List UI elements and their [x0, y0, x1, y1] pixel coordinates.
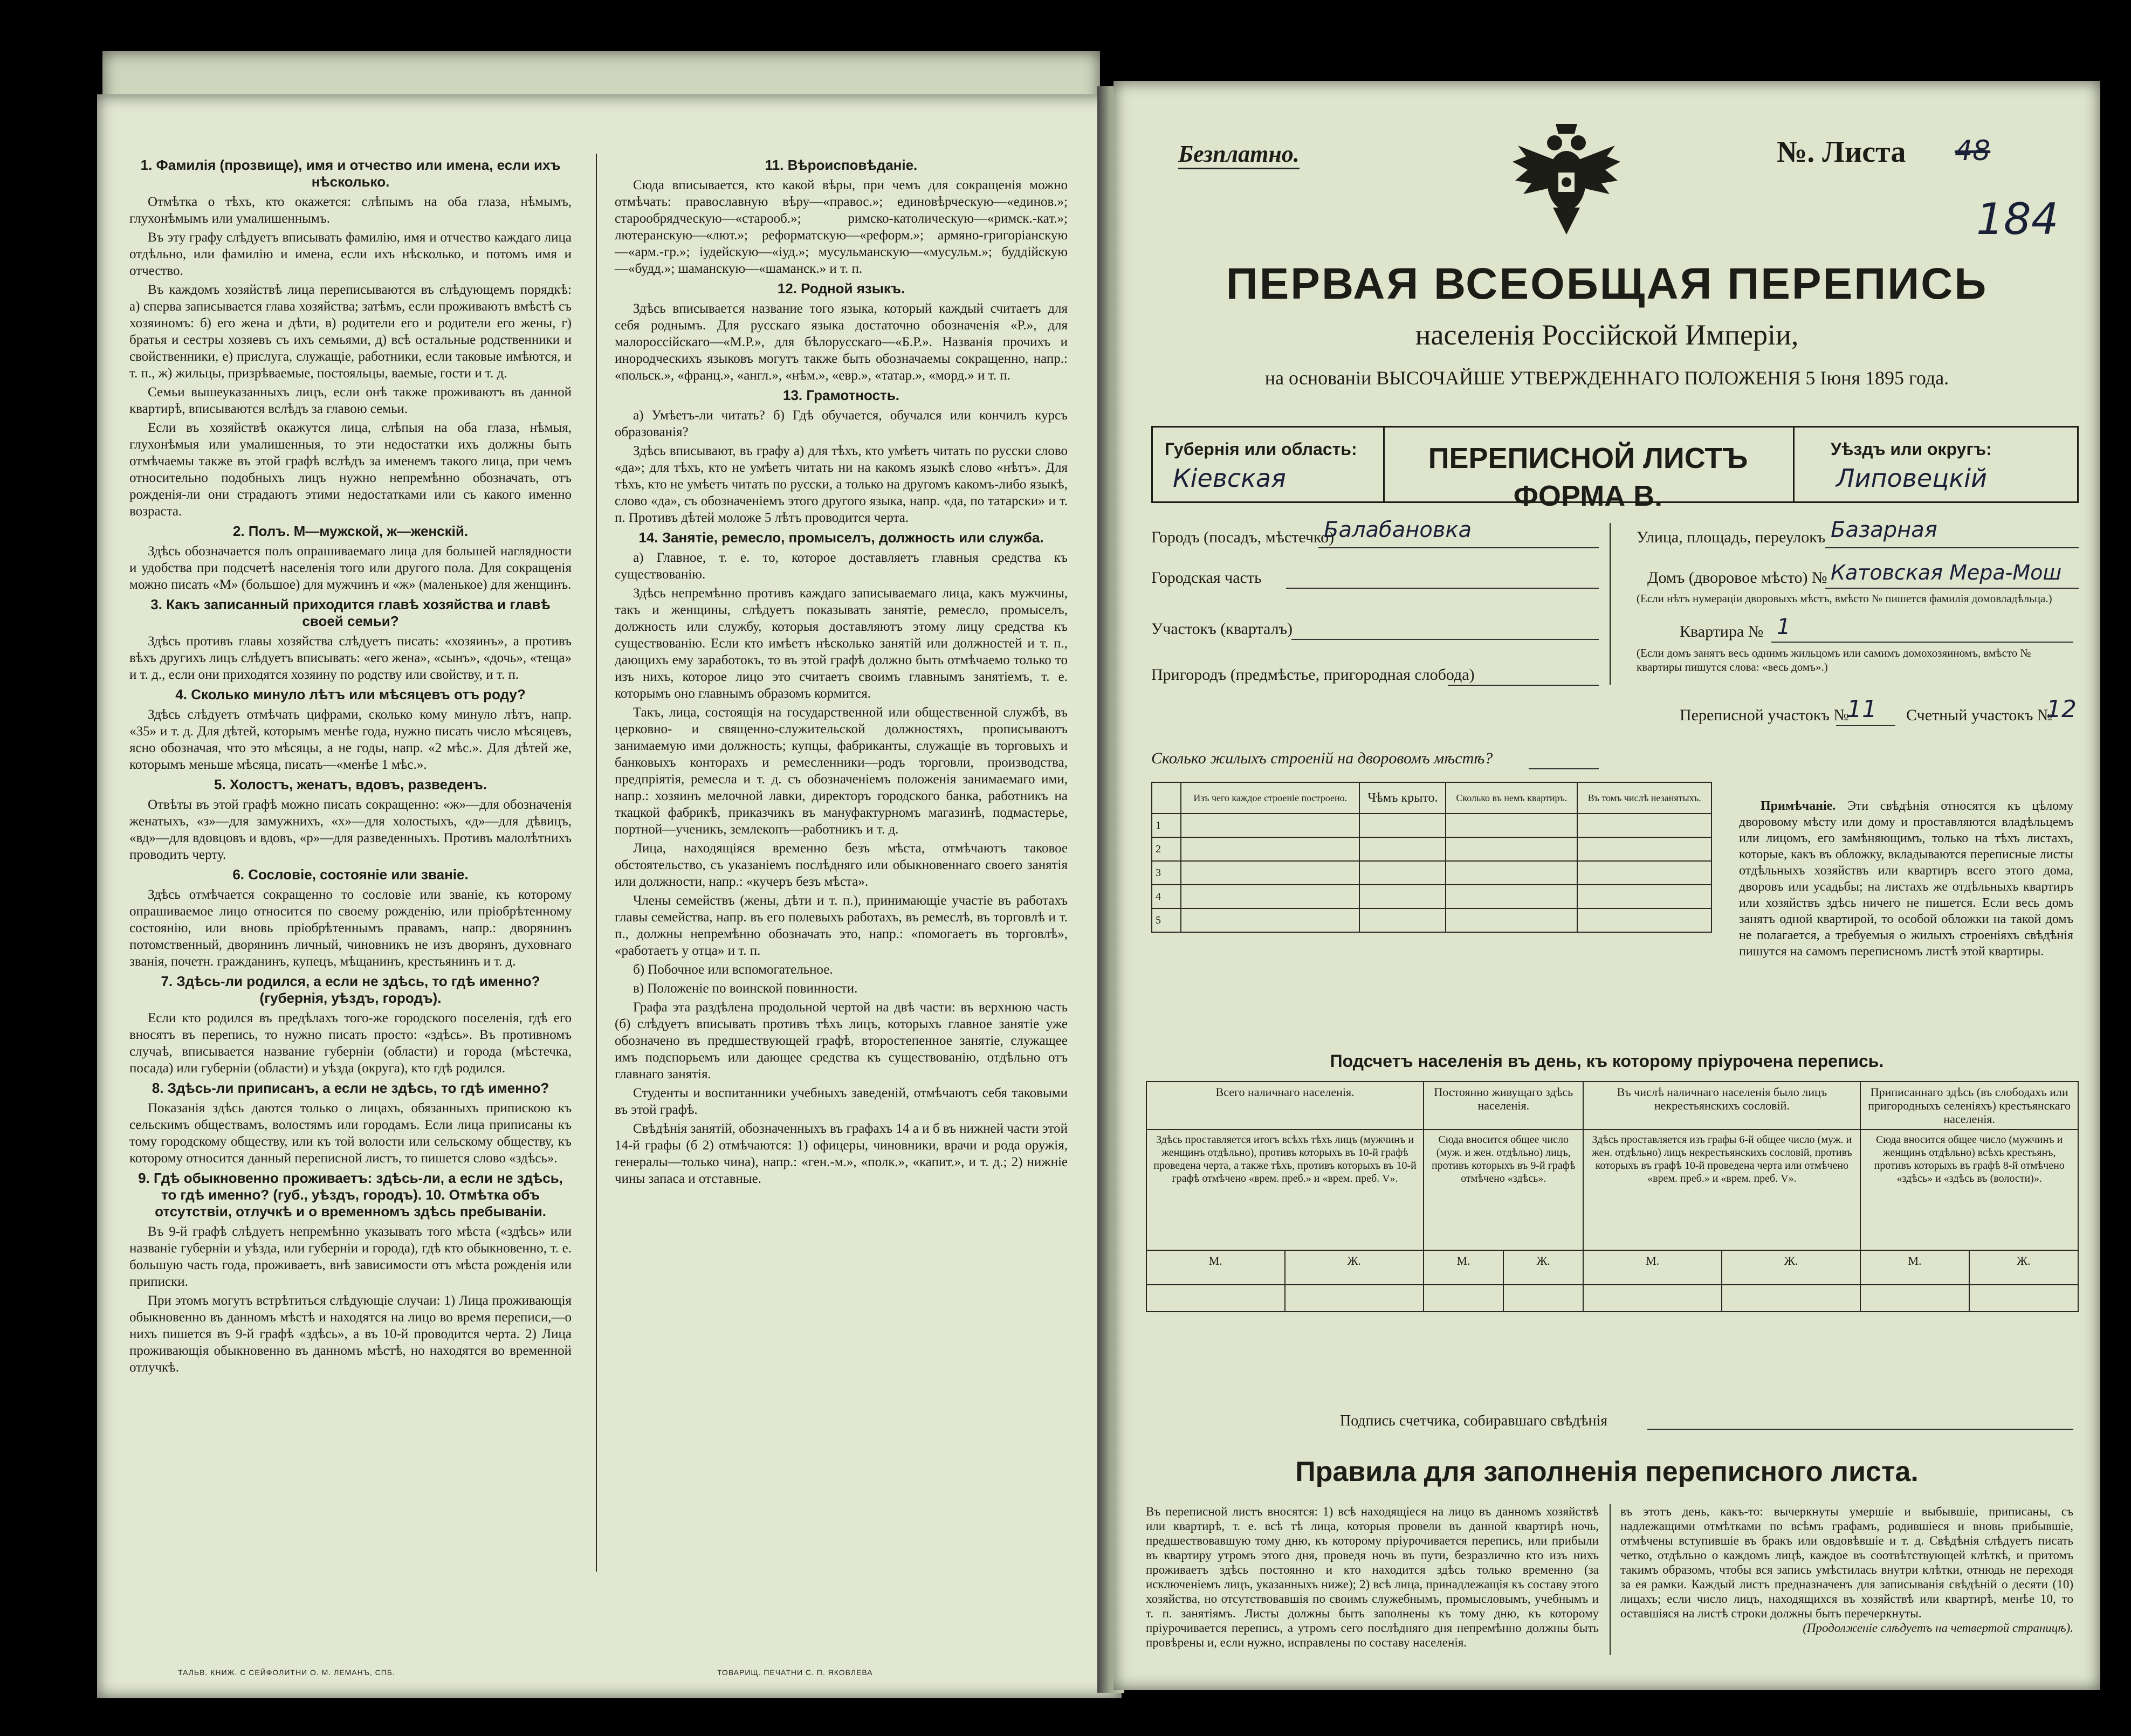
- buildings-cell[interactable]: [1577, 908, 1711, 932]
- street-line: [1825, 547, 2079, 548]
- section-label: Участокъ (кварталъ): [1151, 620, 1293, 638]
- male-label: М.: [1146, 1250, 1285, 1285]
- count-body-permanent: Сюда вносится общее число (муж. и жен. отдѣльно) лицъ, противъ которыхъ въ 9-й графѣ отмѣчено «здѣсь».: [1424, 1129, 1583, 1250]
- col2-paragraph: в) Положеніе по воинской повинности.: [633, 981, 858, 996]
- buildings-row-num: 2: [1152, 837, 1181, 861]
- female-label: Ж.: [1722, 1250, 1860, 1285]
- buildings-header-vacant: Въ томъ числѣ незанятыхъ.: [1577, 782, 1711, 814]
- col1-paragraph: Въ эту графу слѣдуетъ вписывать фамилію, имя и отчество каждаго лица отдѣльно, или фамилію и имена, если ихъ нѣсколько, и потомъ имя и отчество.: [129, 230, 572, 278]
- sheet-number-handwritten: 184: [1976, 194, 2059, 244]
- col1-paragraph: Здѣсь отмѣчается сокращенно то сословіе или званіе, къ которому опрашиваемое лицо относится по своему рожденію, или пріобрѣтенному состоянію, или вновь пріобрѣтеннымъ правамъ, напр.: дворянинъ потомственный, дворянинъ личный, чиновникъ не изъ дворянъ, духовнаго званія, почетн. гражданинъ, купецъ, мѣщанинъ, крестьянинъ и т. д.: [129, 887, 572, 969]
- apartment-label: Квартира №: [1680, 623, 1764, 640]
- col1-heading: 9. Гдѣ обыкновенно проживаетъ: здѣсь-ли, а если не здѣсь, то гдѣ именно? (губ., уѣздъ, городъ). 10. Отмѣтка объ отсутствіи, отлучкѣ и о временномъ здѣсь пребываніи.: [138, 1170, 563, 1220]
- buildings-header-apartments: Сколько въ немъ квартиръ.: [1446, 782, 1577, 814]
- gubernia-value[interactable]: Кіевская: [1173, 464, 1286, 493]
- col2-paragraph: б) Побочное или вспомогательное.: [633, 962, 833, 977]
- header-box-div-2: [1793, 426, 1795, 503]
- left-page: [97, 94, 1122, 1698]
- col1-heading: 4. Сколько минуло лѣтъ или мѣсяцевъ отъ роду?: [175, 686, 526, 702]
- buildings-row-num: 3: [1152, 861, 1181, 885]
- count-header-nonpeasant: Въ числѣ наличнаго населенія было лицъ некрестьянскихъ сословій.: [1583, 1081, 1860, 1129]
- col2-paragraph: Графа эта раздѣлена продольной чертой на двѣ части: въ верхнюю часть (б) слѣдуетъ вписывать противъ тѣхъ лицъ, которыхъ главное занятіе уже обозначено въ предшествующей графѣ, второстепенное занятіе, служащее имъ подспорьемъ или дающее средства къ существованію, отдѣльно отъ главнаго занятія.: [615, 1000, 1068, 1081]
- buildings-cell[interactable]: [1446, 861, 1577, 885]
- col2-heading: 14. Занятіе, ремесло, промыселъ, должность или служба.: [638, 529, 1044, 546]
- printer-imprint-left: ТАЛЬВ. КНИЖ. С СЕЙФОЛИТНИ О. М. ЛЕМАНЪ, СПБ.: [178, 1668, 395, 1677]
- buildings-header-roof: Чѣмъ крыто.: [1359, 782, 1446, 814]
- gubernia-label: Губернія или область:: [1165, 439, 1357, 459]
- buildings-cell[interactable]: [1359, 908, 1446, 932]
- street-label: Улица, площадь, переулокъ: [1637, 528, 1826, 546]
- count-cell[interactable]: [1146, 1285, 1285, 1312]
- col1-paragraph: Если въ хозяйствѣ окажутся лица, слѣпыя на оба глаза, нѣмыя, глухонѣмыя или умалишенныя, то эти недостатки ихъ должны быть отмѣчаемы также въ этой графѣ вслѣдъ за именемъ такого лица, при чемъ относительно подобныхъ лицъ нужно непремѣнно обозначать, отъ рожденія-ли они страдаютъ этими недостатками или съ какого именно возраста.: [129, 421, 572, 519]
- col1-heading: 8. Здѣсь-ли приписанъ, а если не здѣсь, то гдѣ именно?: [152, 1080, 549, 1096]
- buildings-cell[interactable]: [1446, 908, 1577, 932]
- count-cell[interactable]: [1860, 1285, 1969, 1312]
- buildings-cell[interactable]: [1577, 814, 1711, 837]
- street-value[interactable]: Базарная: [1831, 518, 1937, 542]
- col1-heading: 6. Сословіе, состояніе или званіе.: [232, 866, 469, 883]
- town-line: [1318, 547, 1599, 548]
- col1-paragraph: Здѣсь обозначается полъ опрашиваемаго лица для большей наглядности и удобства при подсчетѣ населенія того или другого пола. Для сокращенія можно писать «М» (большое) для мужчинъ и «ж» (маленькое) для женщинъ.: [129, 544, 572, 592]
- sheet-number-crossed-handwritten: 48: [1955, 135, 1991, 167]
- form-title-line-1: ПЕРЕПИСНОЙ ЛИСТЪ: [1428, 442, 1748, 474]
- col2-paragraph: Студенты и воспитанники учебныхъ заведеній, отмѣчаютъ себя таковыми въ этой графѣ.: [615, 1086, 1068, 1117]
- col1-heading: 3. Какъ записанный приходится главѣ хозяйства и главѣ своей семьи?: [150, 596, 551, 629]
- buildings-cell[interactable]: [1181, 885, 1359, 908]
- count-header-permanent: Постоянно живущаго здѣсь населенія.: [1424, 1081, 1583, 1129]
- form-title-line-2: ФОРМА В.: [1513, 480, 1663, 512]
- rules-continued: (Продолженіе слѣдуетъ на четвертой страницѣ).: [1803, 1621, 2073, 1635]
- census-title: ПЕРВАЯ ВСЕОБЩАЯ ПЕРЕПИСЬ: [1226, 259, 1988, 308]
- form-title: [1383, 439, 1793, 515]
- rules-divider: [1610, 1504, 1611, 1655]
- col1-heading: 1. Фамилія (прозвище), имя и отчество или имена, если ихъ нѣсколько.: [140, 157, 561, 190]
- note-text: Эти свѣдѣнія относятся къ цѣлому дворовому мѣсту или дому и проставляются владѣльцемъ или лицомъ, его замѣняющимъ, только на тѣхъ листахъ, которые, какъ въ обложку, вкладываются переписные листы отдѣльныхъ хозяйствъ или квартиръ всего этого дома, дворовъ или усадьбы; на листахъ же отдѣльныхъ квартиръ или хозяйствъ здѣсь ничего не пишется. Если весь домъ занятъ одной квартирой, то особой обложки на такой домъ не полагается, а требуемыя о жилыхъ строеніяхъ свѣдѣнія пишутся на самомъ переписномъ листѣ этой квартиры.: [1739, 799, 2074, 959]
- count-cell[interactable]: [1969, 1285, 2078, 1312]
- col1-paragraph: При этомъ могутъ встрѣтиться слѣдующіе случаи: 1) Лица проживающія обыкновенно въ данномъ мѣстѣ и находятся на лицо во время переписи,—о нихъ пишется въ 9-й графѣ «здѣсь», а въ 10-й проводится черта. 2) Лица проживающія обыкновенно въ данномъ мѣстѣ, но находятся во временной отлучкѣ.: [129, 1293, 572, 1375]
- buildings-cell[interactable]: [1577, 885, 1711, 908]
- column-divider: [596, 154, 597, 1572]
- header-box-top: [1151, 426, 2079, 428]
- buildings-cell[interactable]: [1359, 837, 1446, 861]
- buildings-line: [1529, 768, 1599, 769]
- col2-paragraph: Такъ, лица, состоящія на государственной или общественной службѣ, въ церковно- и священно-служительской должностяхъ, прописываютъ занимаемую ими должность; купцы, фабриканты, служащіе въ торговыхъ и банковыхъ конторахъ и ремесленники—родъ торговли, производства, предпріятія, ремесла и т. д. съ обозначеніемъ положенія занимаемаго ими, напр.: хозяинъ мелочной лавки, директоръ городского банка, работникъ на ткацкой фабрикѣ, приказчикъ въ мануфактурномъ магазинѣ, подмастерье, портной—ученикъ, землекопъ—работникъ и т. д.: [615, 705, 1068, 837]
- buildings-cell[interactable]: [1446, 885, 1577, 908]
- buildings-row-num: 5: [1152, 908, 1181, 932]
- col2-heading: 11. Вѣроисповѣданіе.: [765, 157, 918, 173]
- col1-paragraph: Семьи вышеуказанныхъ лицъ, если онѣ также проживаютъ въ данной квартирѣ, вписываются вслѣдъ за главою семьи.: [129, 385, 572, 416]
- col1-heading: 7. Здѣсь-ли родился, а если не здѣсь, то гдѣ именно? (губернія, уѣздъ, городъ).: [161, 973, 540, 1006]
- female-label: Ж.: [1285, 1250, 1424, 1285]
- house-value[interactable]: Катовская Мера-Мош: [1831, 561, 2062, 584]
- col1-paragraph: Здѣсь противъ главы хозяйства слѣдуетъ писать: «хозяинъ», а противъ вѣхъ другихъ лицъ слѣдуетъ вписывать: «его жена», «сынъ», «дочь», «теща» и т. д., если они приходятся хозяину по родству или свойству, и т. п.: [129, 634, 572, 682]
- count-header-present: Всего наличнаго населенія.: [1146, 1081, 1424, 1129]
- census-subtitle: населенія Россійской Имперіи,: [1415, 319, 1799, 351]
- count-cell[interactable]: [1583, 1285, 1721, 1312]
- buildings-cell[interactable]: [1181, 814, 1359, 837]
- sheet-number-label: №. Листа: [1777, 135, 1906, 169]
- col2-paragraph: Здѣсь вписывают, въ графу а) для тѣхъ, кто умѣетъ читать по русски слово «да»; для тѣхъ, кто не умѣетъ читать ни на какомъ языкѣ слово «нѣтъ». Для тѣхъ, кто не умѣетъ читать по русски, а только на другомъ какомъ-либо языкѣ, слово «да», съ обозначеніемъ этого другого языка, напр. «да, по татарски» и т. п. Противъ дѣтей моложе 5 лѣтъ проводится черта.: [615, 444, 1068, 525]
- col2-paragraph: Свѣдѣнія занятій, обозначенныхъ въ графахъ 14 а и б въ нижней части этой 14-й графы (б 2) отмѣчаются: 1) офицеры, чиновники, врачи и рода оружія, генералы—только чина), напр.: «ген.-м.», «полк.», «капит.», и т. д.; 2) нижніе чины запаса и отставные.: [615, 1121, 1068, 1186]
- buildings-header-material: Изъ чего каждое строеніе построено.: [1181, 782, 1359, 814]
- suburb-line: [1448, 685, 1599, 686]
- buildings-table: [1151, 782, 1712, 933]
- col2-paragraph: а) Главное, т. е. то, которое доставляетъ главныя средства къ существованію.: [615, 550, 1068, 582]
- population-count-table: [1146, 1081, 2079, 1312]
- female-label: Ж.: [1969, 1250, 2078, 1285]
- count-cell[interactable]: [1424, 1285, 1503, 1312]
- col1-paragraph: Показанія здѣсь даются только о лицахъ, обязанныхъ припискою къ сельскимъ обществамъ, волостямъ или городамъ. Если лица приписаны къ тому городскому обществу, или къ той волости или сельскому обществу, къ которому относится данный переписной листъ, то пишется слово «здѣсь».: [129, 1101, 572, 1166]
- left-instructions-column-2: [615, 154, 1068, 1189]
- signature-line[interactable]: [1647, 1429, 2073, 1430]
- buildings-row-num: 1: [1152, 814, 1181, 837]
- census-district-line: [1836, 725, 1895, 726]
- buildings-cell[interactable]: [1181, 861, 1359, 885]
- count-cell[interactable]: [1722, 1285, 1860, 1312]
- buildings-cell[interactable]: [1359, 861, 1446, 885]
- header-box-left: [1151, 426, 1153, 503]
- house-label: Домъ (дворовое мѣсто) №: [1647, 569, 1827, 587]
- buildings-cell[interactable]: [1181, 908, 1359, 932]
- rules-text-right-block: [1620, 1504, 2073, 1635]
- header-box-right: [2077, 426, 2079, 503]
- rules-text-left: Въ переписной листъ вносятся: 1) всѣ находящіеся на лицо въ данномъ хозяйствѣ или квартирѣ, т. е. всѣ тѣ лица, которыя провели въ данной квартирѣ ночь, предшествовавшую тому дню, къ которому пріурочивается перепись, или прибыли въ квартиру утромъ этого дня, проведя ночь въ пути, безразлично кто изъ нихъ проживаетъ здѣсь постоянно и кто находится здѣсь только временно (за исключеніемъ лицъ, указанныхъ ниже); 2) всѣ лица, принадлежащія къ составу этого хозяйства, но отсутствовавшія по своимъ служебнымъ, промысловымъ, учебнымъ и т. п. занятіямъ. Листы должны быть заполнены къ тому дню, къ которому пріурочивается перепись, а утромъ сего послѣдняго дня непремѣнно должны быть провѣрены и, если нужно, исправлены по составу населенія.: [1146, 1505, 1599, 1649]
- house-note: (Если нѣтъ нумераціи дворовыхъ мѣстъ, вмѣсто № пишется фамилія домовладѣльца.): [1637, 592, 2052, 605]
- count-cell[interactable]: [1503, 1285, 1583, 1312]
- col1-paragraph: Отмѣтка о тѣхъ, кто окажется: слѣпымъ на оба глаза, нѣмымъ, глухонѣмымъ или умалишеннымъ.: [129, 195, 572, 226]
- town-value[interactable]: Балабановка: [1324, 518, 1472, 542]
- count-district-value[interactable]: 12: [2046, 695, 2077, 723]
- census-district-value[interactable]: 11: [1847, 695, 1877, 723]
- free-of-charge-label: Безплатно.: [1178, 140, 1300, 169]
- col2-paragraph: Здѣсь непремѣнно противъ каждаго записываемаго лица, какъ мужчины, такъ и женщины, слѣдуетъ показывать занятіе, ремесло, промыселъ, должность или службу, которыя доставляютъ этому лицу средства къ существованію. Если кто имѣетъ нѣсколько занятій или должностей и т. п., дающихъ ему заработокъ, то въ этой графѣ должно быть отмѣчаемо только то изъ нихъ, которое лицо это считаетъ своимъ главнымъ занятіемъ, т. е. которымъ оно главнымъ образомъ кормится.: [615, 586, 1068, 701]
- col2-paragraph: а) Умѣетъ-ли читать? б) Гдѣ обучается, обучался или кончилъ курсъ образованія?: [615, 408, 1068, 439]
- suburb-label: Пригородъ (предмѣстье, пригородная слобода): [1151, 666, 1475, 684]
- col2-heading: 12. Родной языкъ.: [777, 280, 905, 297]
- col1-paragraph: Здѣсь слѣдуетъ отмѣчать цифрами, сколько кому минуло лѣтъ, напр. «35» и т. д. Для дѣтей, которымъ менѣе года, нужно писать число мѣсяцевъ, ясно обозначая, что это мѣсяцы, а не годы, напр. «2 мѣс.». Для дѣтей же, которымъ меньше мѣсяца, писать—«менѣе 1 мѣс.».: [129, 707, 572, 772]
- rules-text-right: въ этотъ день, какъ-то: вычеркнуты умершіе и выбывшіе, приписаны, съ надлежащими отмѣтками по всѣмъ графамъ, родившіеся и вновь прибывшіе, отмѣчены вступившіе въ бракъ или овдовѣвшіе и т. д. Свѣдѣнія слѣдуетъ писать четко, отдѣльно о каждомъ лицѣ, каждое въ соотвѣтствующей клѣткѣ, и притомъ такимъ образомъ, чтобы вся запись умѣстилась внутри клѣтки, отнюдь не переходя за ея рамки. Каждый листъ предназначенъ для записыванія свѣдѣній о десяти (10) лицахъ; если число лицъ, находящихся въ хозяйствѣ или квартирѣ, менѣе 10, то оставшіяся на листѣ строки должны быть перечеркнуты.: [1620, 1505, 2073, 1620]
- count-body-peasant: Сюда вносится общее число (мужчинъ и женщинъ отдѣльно) всѣхъ крестьянъ, противъ которыхъ въ графѣ 8-й отмѣчено «здѣсь» и «здѣсь въ (волости)».: [1860, 1129, 2078, 1250]
- col1-paragraph: Въ каждомъ хозяйствѣ лица переписываются въ слѣдующемъ порядкѣ: а) сперва записывается глава хозяйства; затѣмъ, если проживаютъ вмѣстѣ съ хозяиномъ: б) его жена и дѣти, в) родители его и родители его жены, г) братья и сестры хозяевъ съ ихъ семьями, д) всѣ остальные родственники и свойственники, е) прислуга, служащіе, работники, если таковые имѣются, и т. п., ж) жильцы, призрѣваемые, постояльцы, ваемые, гости и т. д.: [129, 283, 572, 381]
- count-body-nonpeasant: Здѣсь проставляется изъ графы 6-й общее число (муж. и жен. отдѣльно) лицъ некрестьянскихъ сословій, противъ которыхъ въ графѣ 10-й проведена черта или отмѣчено «врем. преб.» и «врем. преб. V».: [1583, 1129, 1860, 1250]
- male-label: М.: [1583, 1250, 1721, 1285]
- enumerator-signature-label: Подпись счетчика, собиравшаго свѣдѣнія: [1340, 1413, 1608, 1429]
- col2-paragraph: Лица, находящіяся временно безъ мѣста, отмѣчаютъ таковое обстоятельство, съ указаніемъ послѣдняго или обыкновеннаго своего занятія или должности, напр.: «кучеръ безъ мѣста».: [615, 841, 1068, 889]
- col1-paragraph: Отвѣты въ этой графѣ можно писать сокращенно: «ж»—для обозначенія женатыхъ, «з»—для замужнихъ, «х»—для холостыхъ, «д»—для дѣвицъ, «вд»—для вдовцовъ и вдовъ, «р»—для разведенныхъ. Противъ малолѣтнихъ проводить черту.: [129, 797, 572, 862]
- buildings-note: [1739, 798, 2073, 960]
- buildings-num-header: [1152, 782, 1181, 814]
- count-body-present: Здѣсь проставляется итогъ всѣхъ тѣхъ лицъ (мужчинъ и женщинъ отдѣльно), противъ которыхъ въ 10-й графѣ проведена черта, а также тѣхъ, противъ которыхъ въ 10-й графѣ отмѣчено «врем. преб.» и «врем. преб. V».: [1146, 1129, 1424, 1250]
- count-header-peasant: Приписаннаго здѣсь (въ слободахъ или пригородныхъ селеніяхъ) крестьянскаго населенія.: [1860, 1081, 2078, 1129]
- buildings-row-num: 4: [1152, 885, 1181, 908]
- col2-paragraph: Сюда вписывается, кто какой вѣры, при чемъ для сокращенія можно отмѣчать: православную вѣру—«правос.»; единовѣрческую—«единов.»; старообрядческую—«старооб.»; римско-католическую—«римск.-кат.»; лютеранскую—«лют.»; реформатскую—«реформ.»; армяно-григоріанскую—«арм.-гр.»; іудейскую—«іуд.»; мусульманскую—«мусульм.»; буддійскую—«будд.»; шаманскую—«шаманск.» и т. п.: [615, 178, 1068, 276]
- city-part-label: Городская часть: [1151, 569, 1262, 587]
- male-label: М.: [1860, 1250, 1969, 1285]
- uezd-value[interactable]: Липовецкій: [1836, 464, 1987, 493]
- count-district-label: Счетный участокъ №: [1906, 706, 2053, 724]
- address-divider: [1610, 523, 1611, 685]
- apartment-line: [1771, 642, 2073, 643]
- printer-imprint-right: ТОВАРИЩ. ПЕЧАТНИ С. П. ЯКОВЛЕВА: [717, 1668, 873, 1677]
- col2-paragraph: Члены семействъ (жены, дѣти и т. п.), принимающіе участіе въ работахъ главы семейства, напр. въ его полевыхъ работахъ, въ ремеслѣ, въ торговлѣ и т. п., должны непремѣнно обозначать это, напр.: «помогаетъ въ торговлѣ», «работаетъ у отца» и т. п.: [615, 893, 1068, 958]
- census-form-page: [1113, 81, 2100, 1690]
- population-count-title: Подсчетъ населенія въ день, къ которому пріурочена перепись.: [1330, 1051, 1884, 1071]
- count-cell[interactable]: [1285, 1285, 1424, 1312]
- house-line: [1825, 588, 2079, 589]
- buildings-cell[interactable]: [1577, 861, 1711, 885]
- col1-heading: 5. Холостъ, женатъ, вдовъ, разведенъ.: [214, 776, 487, 793]
- buildings-cell[interactable]: [1359, 814, 1446, 837]
- rules-title: Правила для заполненія переписного листа.: [1295, 1456, 1919, 1487]
- census-legal-basis: на основаніи ВЫСОЧАЙШЕ УТВЕРЖДЕННАГО ПОЛОЖЕНІЯ 5 Іюня 1895 года.: [1264, 367, 1949, 389]
- buildings-cell[interactable]: [1446, 814, 1577, 837]
- col1-heading: 2. Полъ. М—мужской, ж—женскій.: [232, 523, 469, 539]
- buildings-cell[interactable]: [1181, 837, 1359, 861]
- apartment-note: (Если домъ занятъ весь однимъ жильцомъ или самимъ домохозяиномъ, вмѣсто № квартиры пишутся слова: «весь домъ».): [1637, 646, 2031, 673]
- male-label: М.: [1424, 1250, 1503, 1285]
- buildings-cell[interactable]: [1359, 885, 1446, 908]
- col2-paragraph: Здѣсь вписывается название того языка, который каждый считаетъ для себя роднымъ. Для русскаго языка достаточно обозначенія «Р.», для малороссійскаго—«М.Р.», для бѣлорусскаго—«Б.Р.». Названія прочихъ и инородческихъ языковъ могутъ также быть обозначаемы сокращенно, напр.: «польск.», «франц.», «англ.», «нѣм.», «евр.», «татар.», «морд.» и т. п.: [615, 301, 1068, 383]
- census-district-label: Переписной участокъ №: [1680, 706, 1849, 724]
- town-label: Городъ (посадъ, мѣстечко): [1151, 528, 1335, 546]
- female-label: Ж.: [1503, 1250, 1583, 1285]
- buildings-cell[interactable]: [1446, 837, 1577, 861]
- note-title: Примѣчаніе.: [1761, 799, 1836, 813]
- apartment-value[interactable]: 1: [1777, 615, 1791, 639]
- uezd-label: Уѣздъ или округъ:: [1831, 439, 1992, 459]
- buildings-question: Сколько жилыхъ строеній на дворовомъ мѣстѣ?: [1151, 749, 1493, 767]
- col1-paragraph: Если кто родился въ предѣлахъ того-же городского поселенія, гдѣ его вносятъ въ перепись, то нужно писать просто: «здѣсь». Въ противномъ случаѣ, вписывается название губерніи (области) и города (мѣстечка, посада) или губерніи (области) и уѣзда (округа), кто гдѣ родился.: [129, 1011, 572, 1076]
- left-instructions-column-1: [129, 154, 572, 1378]
- col2-heading: 13. Грамотность.: [783, 387, 899, 403]
- col1-paragraph: Въ 9-й графѣ слѣдуетъ непремѣнно указывать того мѣста («здѣсь» или названіе губерніи и уѣзда, или губерніи и города), гдѣ кто обыкновенно, т. е. большую часть года, проживаетъ, внѣ зависимости отъ мѣста рожденія или приписки.: [129, 1224, 572, 1289]
- city-part-line: [1286, 588, 1599, 589]
- imperial-eagle-emblem: [1507, 113, 1626, 237]
- buildings-cell[interactable]: [1577, 837, 1711, 861]
- section-line: [1291, 639, 1599, 640]
